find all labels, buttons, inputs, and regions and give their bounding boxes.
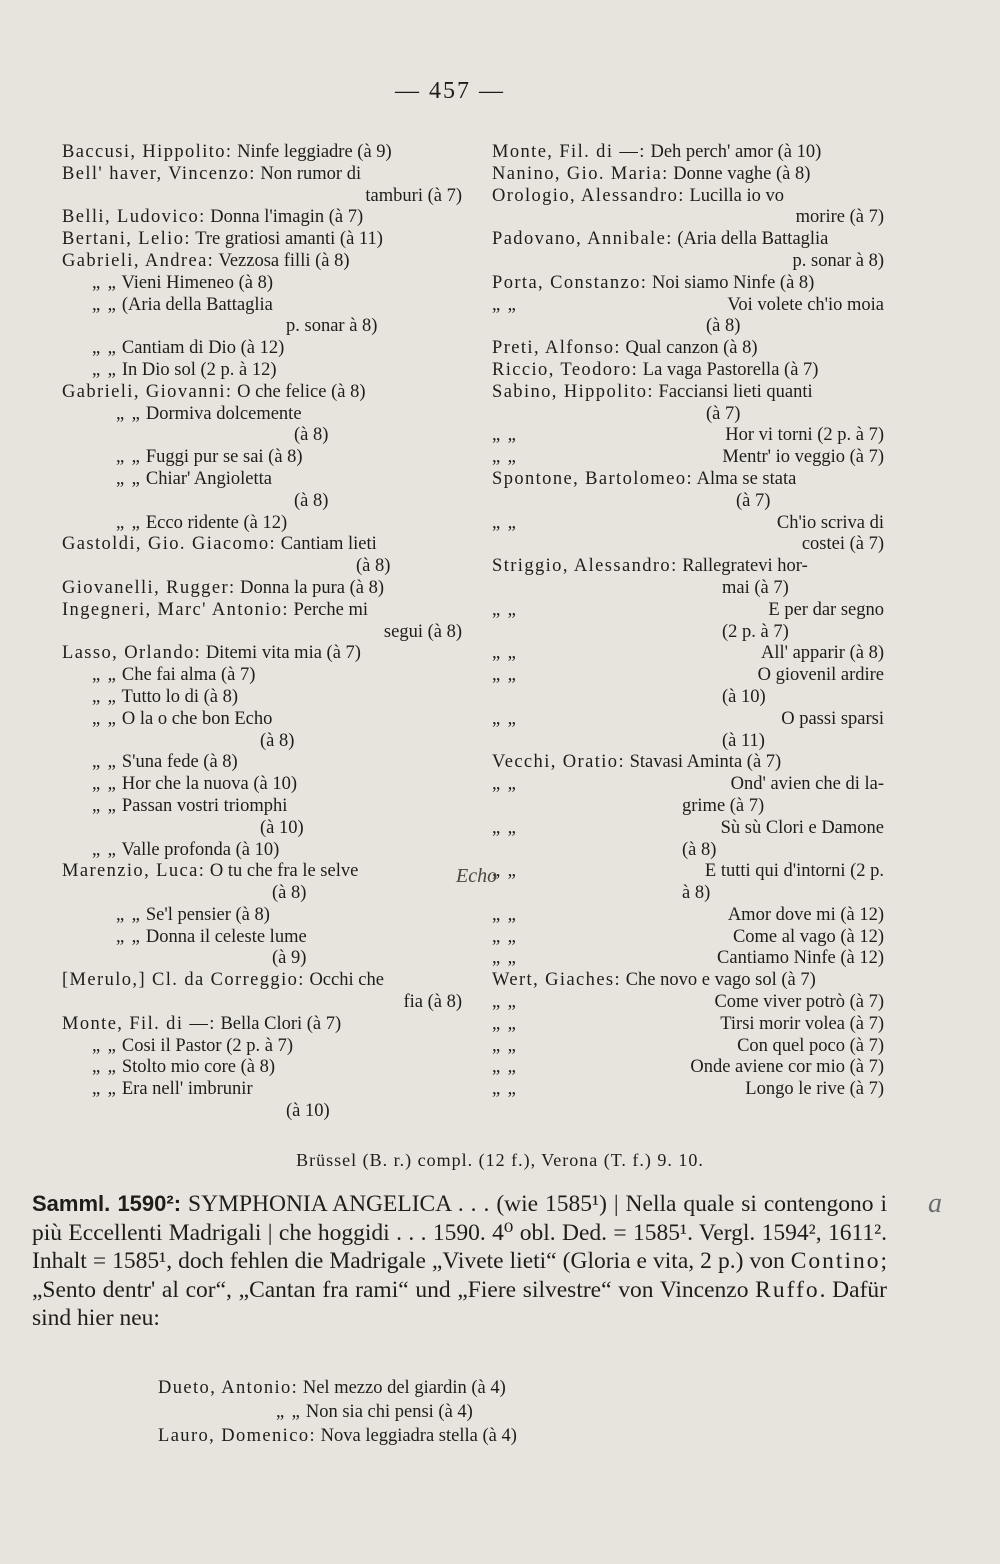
handwritten-note: a: [928, 1188, 942, 1219]
madrigal-title: Cantiam lieti: [280, 534, 377, 555]
composer-name: „ „: [492, 643, 518, 664]
entry-line: [62, 556, 462, 578]
composer-name: „ „: [116, 403, 142, 424]
entry-line: [492, 382, 884, 404]
entry-line: [62, 186, 462, 208]
entry-line: [62, 491, 462, 513]
entry-line: [492, 905, 884, 927]
entry-line: [62, 818, 462, 840]
madrigal-title: Sù sù Clori e Damone: [720, 817, 884, 838]
entry-line: [62, 622, 462, 644]
composer-name: „ „: [492, 926, 518, 947]
composer-name: „ „: [92, 294, 118, 315]
madrigal-title: Non rumor di: [260, 163, 362, 184]
entry-line: [492, 186, 884, 208]
entry-line: [492, 643, 884, 665]
madrigal-title: Ecco ridente (à 12): [145, 512, 288, 533]
entry-line: [62, 840, 462, 862]
entry-line: [62, 1079, 462, 1101]
madrigal-title: Nova leggiadra stella (à 4): [320, 1426, 517, 1446]
composer-name: „ „: [492, 817, 518, 838]
right-column: [492, 142, 884, 1101]
composer-name: Baccusi, Hippolito:: [62, 142, 233, 162]
madrigal-title: Cantiamo Ninfe (à 12): [717, 948, 884, 969]
madrigal-title: tamburi (à 7): [365, 185, 462, 206]
entry-line: [492, 883, 884, 905]
madrigal-title: Tirsi morir volea (à 7): [720, 1013, 884, 1034]
margin-note-echo: Echo: [456, 865, 498, 887]
samml-text4: . Dafür sind hier neu:: [32, 1276, 887, 1331]
entry-line: [62, 316, 462, 338]
entry-line: [492, 861, 884, 883]
entry-line: [492, 469, 884, 491]
madrigal-title: Hor vi torni (2 p. à 7): [725, 425, 884, 446]
entry-line: [492, 665, 884, 687]
composer-name: „ „: [116, 468, 142, 489]
composer-name: „ „: [92, 359, 118, 380]
entry-line: [62, 752, 462, 774]
entry-line: [62, 774, 462, 796]
composer-name: „ „: [492, 948, 518, 969]
entry-line: [62, 927, 462, 949]
composer-name: „ „: [92, 1035, 118, 1056]
entry-line: [62, 164, 462, 186]
madrigal-title: Passan vostri triomphi: [121, 795, 288, 816]
entry-line: [492, 360, 884, 382]
madrigal-title: (à 10): [260, 817, 304, 838]
composer-name: Sabino, Hippolito:: [492, 381, 654, 402]
entry-line: [62, 861, 462, 883]
madrigal-title: O che felice (à 8): [237, 381, 366, 402]
madrigal-title: O la o che bon Echo: [121, 708, 273, 729]
madrigal-title: Cantiam di Dio (à 12): [121, 338, 285, 359]
madrigal-title: In Dio sol (2 p. à 12): [121, 359, 277, 380]
entry-line: [62, 295, 462, 317]
composer-name: Bertani, Lelio:: [62, 229, 191, 250]
composer-name: „ „: [92, 665, 118, 686]
composer-name: „ „: [492, 447, 518, 468]
composer-name: „ „: [492, 774, 518, 795]
composer-name: Giovanelli, Rugger:: [62, 577, 236, 598]
entry-line: [492, 970, 884, 992]
composer-name: Vecchi, Oratio:: [492, 752, 625, 773]
entry-line: [62, 796, 462, 818]
entry-line: [492, 316, 884, 338]
entry-line: [62, 1101, 462, 1123]
madrigal-title: S'una fede (à 8): [121, 752, 238, 773]
composer-name: „ „: [492, 1057, 518, 1078]
entry-line: [62, 534, 462, 556]
entry-line: [492, 447, 884, 469]
madrigal-title: Come viver potrò (à 7): [714, 992, 884, 1013]
entry-line: [62, 382, 462, 404]
entry-line: [492, 513, 884, 535]
composer-name: Ingegneri, Marc' Antonio:: [62, 599, 289, 620]
madrigal-title: Onde aviene cor mio (à 7): [690, 1057, 884, 1078]
composer-name: „ „: [116, 512, 142, 533]
entry-line: [62, 687, 462, 709]
madrigal-title: O passi sparsi: [781, 708, 884, 729]
entry-line: [492, 273, 884, 295]
entry-line: [62, 1014, 462, 1036]
entry-line: [492, 1057, 884, 1079]
madrigal-title: (à 8): [294, 490, 329, 511]
entry-line: [62, 709, 462, 731]
madrigal-title: costei (à 7): [801, 534, 884, 555]
composer-name: „ „: [492, 1013, 518, 1034]
madrigal-title: Donne vaghe (à 8): [673, 163, 811, 184]
composer-name: Spontone, Bartolomeo:: [492, 468, 694, 489]
madrigal-title: Hor che la nuova (à 10): [121, 774, 298, 795]
madrigal-title: Donna il celeste lume: [145, 926, 307, 947]
entry-line: [62, 731, 462, 753]
madrigal-title: Donna l'imagin (à 7): [210, 207, 364, 228]
entry-line: [62, 142, 462, 164]
page-number: — 457 —: [395, 78, 505, 104]
new-item-line: [158, 1376, 517, 1400]
madrigal-title: segui (à 8): [383, 621, 462, 642]
composer-name: Marenzio, Luca:: [62, 861, 206, 882]
entry-line: [492, 404, 884, 426]
composer-name: Porta, Constanzo:: [492, 272, 648, 293]
madrigal-title: Stolto mio core (à 8): [121, 1057, 275, 1078]
madrigal-title: Fuggi pur se sai (à 8): [145, 447, 303, 468]
entry-line: [492, 600, 884, 622]
entry-line: [492, 251, 884, 273]
entry-line: [492, 164, 884, 186]
entry-line: [62, 970, 462, 992]
madrigal-title: (à 9): [272, 948, 307, 969]
entry-line: [492, 818, 884, 840]
samml-entry: [32, 1190, 887, 1333]
entry-line: [492, 142, 884, 164]
composer-name: „ „: [92, 272, 118, 293]
madrigal-title: Occhi che: [309, 970, 384, 991]
composer-name: „ „: [492, 599, 518, 620]
composer-name: Riccio, Teodoro:: [492, 359, 639, 380]
entry-line: [62, 665, 462, 687]
madrigal-title: (Aria della Battaglia: [677, 229, 829, 250]
madrigal-title: Voi volete ch'io moia: [727, 294, 884, 315]
samml-contino: Contino: [790, 1248, 881, 1274]
madrigal-title: E per dar segno: [768, 599, 884, 620]
madrigal-title: Tutto lo di (à 8): [121, 686, 239, 707]
madrigal-title: Ch'io scriva di: [776, 512, 884, 533]
entry-line: [62, 425, 462, 447]
madrigal-title: Stavasi Aminta (à 7): [629, 752, 782, 773]
entry-line: [492, 992, 884, 1014]
composer-name: „ „: [92, 752, 118, 773]
composer-name: „ „: [492, 904, 518, 925]
madrigal-title: Chiar' Angioletta: [145, 468, 273, 489]
madrigal-title: (à 10): [722, 686, 766, 707]
madrigal-title: (à 8): [260, 730, 295, 751]
composer-name: „ „: [92, 1079, 118, 1100]
madrigal-title: O tu che fra le selve: [209, 861, 359, 882]
entry-line: [492, 687, 884, 709]
new-item-line: [158, 1400, 517, 1424]
composer-name: „ „: [492, 665, 518, 686]
samml-text2: 4⁰ obl. Ded. = 1585¹. Vergl. 1594², 1611². Inhalt = 1585¹, doch fehlen die Madrigale „Vivete lieti“ (Gloria e vita, 2 p.) von: [32, 1219, 888, 1274]
entry-line: [492, 229, 884, 251]
entry-line: [492, 491, 884, 513]
entry-line: [492, 796, 884, 818]
composer-name: „ „: [492, 1079, 518, 1100]
entry-line: [492, 709, 884, 731]
composer-name: Monte, Fil. di —:: [492, 142, 646, 162]
madrigal-title: (à 8): [272, 883, 307, 904]
madrigal-title: mai (à 7): [722, 577, 789, 598]
composer-name: Padovano, Annibale:: [492, 229, 673, 250]
madrigal-title: Tre gratiosi amanti (à 11): [195, 229, 383, 250]
entry-line: [62, 883, 462, 905]
madrigal-title: p. sonar à 8): [286, 316, 378, 337]
madrigal-title: Bella Clori (à 7): [220, 1013, 342, 1034]
entry-line: [62, 513, 462, 535]
madrigal-title: (2 p. à 7): [722, 621, 789, 642]
composer-name: „ „: [276, 1402, 302, 1422]
composer-name: „ „: [116, 447, 142, 468]
entry-line: [62, 600, 462, 622]
composer-name: „ „: [492, 861, 518, 882]
madrigal-title: Vieni Himeneo (à 8): [121, 272, 274, 293]
left-column: [62, 142, 462, 1123]
samml-ruffo: Ruffo: [755, 1276, 820, 1303]
madrigal-title: E tutti qui d'intorni (2 p.: [704, 861, 884, 882]
entry-line: [492, 774, 884, 796]
madrigal-title: Nel mezzo del giardin (à 4): [302, 1378, 506, 1398]
composer-name: „ „: [492, 294, 518, 315]
madrigal-title: Vezzosa filli (à 8): [218, 250, 350, 271]
entry-line: [492, 731, 884, 753]
entry-line: [62, 229, 462, 251]
composer-name: Belli, Ludovico:: [62, 207, 206, 228]
composer-name: Gabrieli, Andrea:: [62, 250, 215, 271]
samml-title: SYMPHONIA ANGELICA: [188, 1191, 451, 1217]
composer-name: „ „: [116, 904, 142, 925]
composer-name: „ „: [92, 1057, 118, 1078]
composer-name: Bell' haver, Vincenzo:: [62, 163, 256, 184]
entry-line: [62, 948, 462, 970]
madrigal-title: Ninfe leggiadre (à 9): [237, 142, 392, 162]
madrigal-title: Alma se stata: [696, 468, 797, 489]
madrigal-title: (à 7): [706, 403, 741, 424]
composer-name: Wert, Giaches:: [492, 970, 622, 991]
entry-line: [62, 469, 462, 491]
madrigal-title: Perche mi: [293, 599, 369, 620]
entry-line: [62, 207, 462, 229]
entry-line: [62, 404, 462, 426]
madrigal-title: morire (à 7): [795, 207, 884, 228]
madrigal-title: Mentr' io veggio (à 7): [722, 447, 884, 468]
madrigal-title: Ditemi vita mia (à 7): [205, 643, 361, 664]
entry-line: [62, 992, 462, 1014]
entry-line: [492, 622, 884, 644]
madrigal-title: Donna la pura (à 8): [240, 577, 384, 598]
madrigal-title: Dormiva dolcemente: [145, 403, 302, 424]
madrigal-title: Con quel poco (à 7): [737, 1035, 884, 1056]
madrigal-title: Se'l pensier (à 8): [145, 904, 270, 925]
entry-line: [492, 752, 884, 774]
madrigal-title: Che fai alma (à 7): [121, 665, 256, 686]
madrigal-title: Amor dove mi (à 12): [727, 904, 884, 925]
entry-line: [492, 1036, 884, 1058]
madrigal-title: Come al vago (à 12): [732, 926, 884, 947]
entry-line: [62, 273, 462, 295]
new-items-list: [158, 1376, 517, 1448]
madrigal-title: Non sia chi pensi (à 4): [305, 1402, 473, 1422]
entry-line: [492, 556, 884, 578]
samml-text3: ; „Sento dentr' al cor“, „Cantan fra rami“ und „Fiere silvestre“ von Vincenzo: [32, 1248, 887, 1303]
entry-line: [62, 338, 462, 360]
madrigal-title: p. sonar à 8): [792, 250, 884, 271]
composer-name: „ „: [92, 686, 118, 707]
entry-line: [492, 948, 884, 970]
madrigal-title: (à 11): [722, 730, 765, 751]
madrigal-title: à 8): [682, 883, 711, 904]
entry-line: [492, 840, 884, 862]
madrigal-title: (à 8): [706, 316, 741, 337]
madrigal-title: Noi siamo Ninfe (à 8): [651, 272, 815, 293]
composer-name: „ „: [492, 708, 518, 729]
composer-name: „ „: [492, 512, 518, 533]
madrigal-title: O giovenil ardire: [757, 665, 884, 686]
composer-name: Gastoldi, Gio. Giacomo:: [62, 534, 277, 555]
composer-name: „ „: [116, 926, 142, 947]
composer-name: Nanino, Gio. Maria:: [492, 163, 669, 184]
composer-name: „ „: [492, 992, 518, 1013]
composer-name: Striggio, Alessandro:: [492, 556, 678, 577]
composer-name: „ „: [92, 795, 118, 816]
entry-line: [492, 295, 884, 317]
madrigal-title: Lucilla io vo: [689, 185, 784, 206]
madrigal-title: La vaga Pastorella (à 7): [642, 359, 819, 380]
madrigal-title: (à 10): [286, 1101, 330, 1122]
entry-line: [492, 927, 884, 949]
madrigal-title: Rallegratevi hor-: [682, 556, 808, 577]
composer-name: Preti, Alfonso:: [492, 338, 621, 359]
madrigal-title: (à 8): [682, 839, 717, 860]
madrigal-title: grime (à 7): [682, 795, 765, 816]
entry-line: [492, 1079, 884, 1101]
composer-name: „ „: [92, 338, 118, 359]
entry-line: [62, 447, 462, 469]
composer-name: Orologio, Alessandro:: [492, 185, 685, 206]
madrigal-title: Era nell' imbrunir: [121, 1079, 253, 1100]
entry-line: [62, 1036, 462, 1058]
composer-name: „ „: [492, 1035, 518, 1056]
composer-name: „ „: [92, 774, 118, 795]
madrigal-title: Valle profonda (à 10): [121, 839, 280, 860]
entry-line: [492, 207, 884, 229]
composer-name: Lasso, Orlando:: [62, 643, 202, 664]
entry-line: [492, 338, 884, 360]
samml-text1: . . . (wie 1585¹) | Nella quale si contengono i più Eccellenti Madrigali | che hoggidi . . . 1590.: [32, 1191, 887, 1246]
entry-line: [62, 1057, 462, 1079]
composer-name: Gabrieli, Giovanni:: [62, 381, 233, 402]
new-item-line: [158, 1424, 517, 1448]
entry-line: [492, 578, 884, 600]
madrigal-title: fia (à 8): [403, 992, 462, 1013]
madrigal-title: Cosi il Pastor (2 p. à 7): [121, 1035, 293, 1056]
madrigal-title: Ond' avien che di la-: [730, 774, 884, 795]
composer-name: [Merulo,] Cl. da Correggio:: [62, 970, 305, 991]
madrigal-title: Longo le rive (à 7): [745, 1079, 884, 1100]
madrigal-title: (Aria della Battaglia: [121, 294, 273, 315]
madrigal-title: Deh perch' amor (à 10): [650, 142, 822, 162]
madrigal-title: Qual canzon (à 8): [625, 338, 758, 359]
composer-name: „ „: [492, 425, 518, 446]
composer-name: Monte, Fil. di —:: [62, 1013, 216, 1034]
entry-line: [492, 534, 884, 556]
sources-line: Brüssel (B. r.) compl. (12 f.), Verona (T. f.) 9. 10.: [296, 1150, 704, 1170]
entry-line: [62, 905, 462, 927]
entry-line: [62, 251, 462, 273]
entry-line: [62, 578, 462, 600]
entry-line: [62, 360, 462, 382]
composer-name: Dueto, Antonio:: [158, 1378, 299, 1398]
madrigal-title: (à 8): [356, 556, 391, 577]
entry-line: [492, 1014, 884, 1036]
composer-name: „ „: [92, 839, 118, 860]
entry-line: [492, 425, 884, 447]
madrigal-title: All' apparir (à 8): [760, 643, 884, 664]
madrigal-title: Che novo e vago sol (à 7): [625, 970, 816, 991]
entry-line: [62, 643, 462, 665]
madrigal-title: (à 7): [736, 490, 771, 511]
composer-name: Lauro, Domenico:: [158, 1426, 317, 1446]
madrigal-title: (à 8): [294, 425, 329, 446]
composer-name: „ „: [92, 708, 118, 729]
samml-label: Samml. 1590²:: [32, 1191, 182, 1216]
madrigal-title: Facciansi lieti quanti: [658, 381, 813, 402]
